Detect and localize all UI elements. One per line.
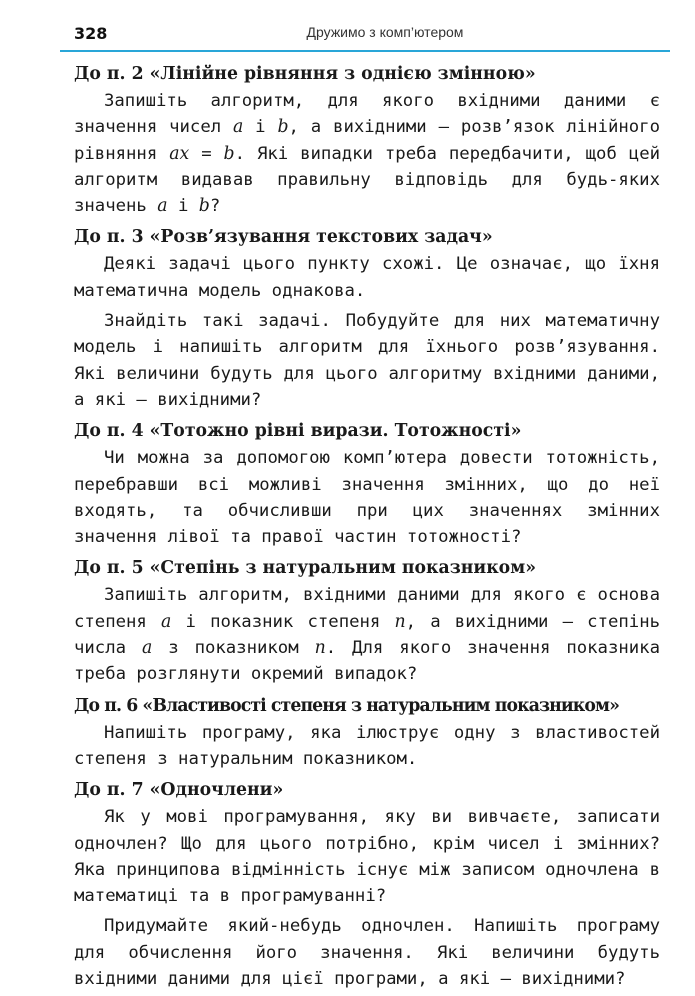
section-title: До п. 5 «Степінь з натуральним показником» (74, 558, 537, 579)
section-title: До п. 3 «Розв’язування текстових задач» (74, 227, 493, 248)
section-p4 (74, 417, 660, 550)
page-content (74, 60, 660, 996)
section-title: До п. 2 «Лінійне рівняння з однією змінною» (74, 64, 536, 84)
paragraph: Придумайте який-небудь одночлен. Напишіть програму для обчислення його значення. Які величини будуть вхідними даними для цієї програми, а які — вихідними? (74, 916, 660, 990)
page-header (60, 14, 670, 50)
section-p6 (74, 692, 660, 773)
section-title: До п. 4 «Тотожно рівні вирази. Тотожності» (74, 421, 522, 442)
paragraph: Запишіть алгоритм, вхідними даними для якого є основа степеня a і показник степеня n, а вихідними — степінь числа a з показником n. Для якого значення показника треба розглянути окремий випадок? (74, 585, 661, 685)
section-p2 (74, 60, 660, 219)
paragraph: Знайдіть такі задачі. Побудуйте для них математичну модель і напишіть алгоритм для їхнього розв’язування. Які величини будуть для цього алгоритму вхідними даними, а які — вихідними? (74, 311, 660, 410)
paragraph: Запишіть алгоритм, для якого вхідними даними є значення чисел a і b, а вихідними — розв’язок лінійного рівняння ax = b. Які випадки треба передбачити, щоб цей алгоритм видавав правильну відповідь для будь-яких значень a і b? (74, 91, 661, 217)
section-p5 (74, 554, 660, 687)
section-title: До п. 7 «Одночлени» (74, 780, 284, 801)
paragraph: Деякі задачі цього пункту схожі. Це означає, що їхня математична модель однакова. (74, 254, 660, 301)
page-number: 328 (74, 24, 108, 43)
paragraph: Напишіть програму, яка ілюструє одну з властивостей степеня з натуральним показником. (74, 722, 660, 769)
section-p7 (74, 776, 660, 992)
paragraph: Як у мові програмування, яку ви вивчаєте, записати одночлен? Що для цього потрібно, крім чисел і змінних? Яка принципова відмінність існує між записом одночлена в математиці та в програмуванні? (74, 807, 660, 907)
section-p3 (74, 223, 660, 413)
paragraph: Чи можна за допомогою комп’ютера довести тотожність, перебравши всі можливі значення змінних, що до неї входять, та обчисливши при цих значеннях змінних значення лівої та правої частин тотожності? (74, 448, 660, 548)
running-title: Дружимо з комп’ютером (306, 24, 464, 40)
section-title: До п. 6 «Властивості степеня з натуральним показником» (74, 695, 620, 716)
header-rule (60, 50, 670, 52)
